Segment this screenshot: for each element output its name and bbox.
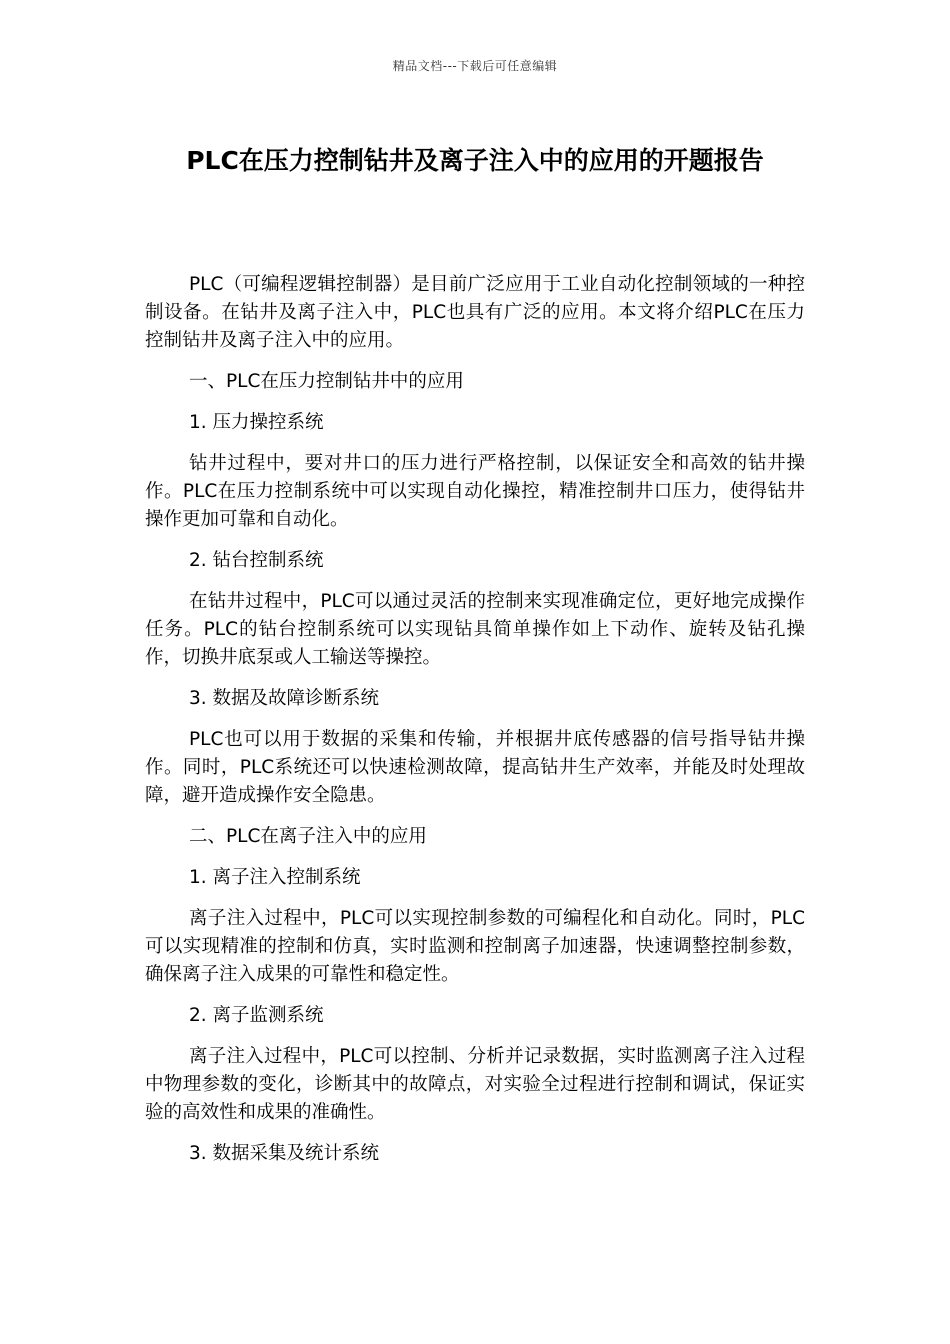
subheading-data-stats: 3. 数据采集及统计系统 [189,1143,380,1164]
paragraph-rig-control: 在钻井过程中，PLC可以通过灵活的控制来实现准确定位，更好地完成操作任务。PLC的钻台控制系统可以实现钻具简单操作如上下动作、旋转及钻孔操作，切换井底泵或人工输送等操控。 [145,591,805,668]
paragraph-ion-monitor: 离子注入过程中，PLC可以控制、分析并记录数据，实时监测离子注入过程中物理参数的变化，诊断其中的故障点，对实验全过程进行控制和调试，保证实验的高效性和成果的准确性。 [145,1046,805,1123]
document-title: PLC在压力控制钻井及离子注入中的应用的开题报告 [186,146,764,175]
subheading-rig-control: 2. 钻台控制系统 [189,550,324,571]
subheading-pressure-control: 1. 压力操控系统 [189,412,324,433]
section-heading-ion-implant: 二、PLC在离子注入中的应用 [189,826,427,847]
subheading-data-fault: 3. 数据及故障诊断系统 [189,688,380,709]
document-body [145,271,805,1168]
paragraph-pressure-control: 钻井过程中，要对井口的压力进行严格控制，以保证安全和高效的钻井操作。PLC在压力控制系统中可以实现自动化操控，精准控制井口压力，使得钻井操作更加可靠和自动化。 [145,453,805,530]
paragraph-data-fault: PLC也可以用于数据的采集和传输，并根据井底传感器的信号指导钻井操作。同时，PLC系统还可以快速检测故障，提高钻井生产效率，并能及时处理故障，避开造成操作安全隐患。 [145,729,805,806]
section-heading-drilling: 一、PLC在压力控制钻井中的应用 [189,371,464,392]
subheading-ion-control: 1. 离子注入控制系统 [189,867,361,888]
paragraph-intro: PLC（可编程逻辑控制器）是目前广泛应用于工业自动化控制领域的一种控制设备。在钻井及离子注入中，PLC也具有广泛的应用。本文将介绍PLC在压力控制钻井及离子注入中的应用。 [145,274,805,351]
page-header: 精品文档---下载后可任意编辑 [392,59,558,73]
subheading-ion-monitor: 2. 离子监测系统 [189,1005,324,1026]
paragraph-ion-control: 离子注入过程中，PLC可以实现控制参数的可编程化和自动化。同时，PLC可以实现精准的控制和仿真，实时监测和控制离子加速器，快速调整控制参数，确保离子注入成果的可靠性和稳定性。 [145,908,805,985]
